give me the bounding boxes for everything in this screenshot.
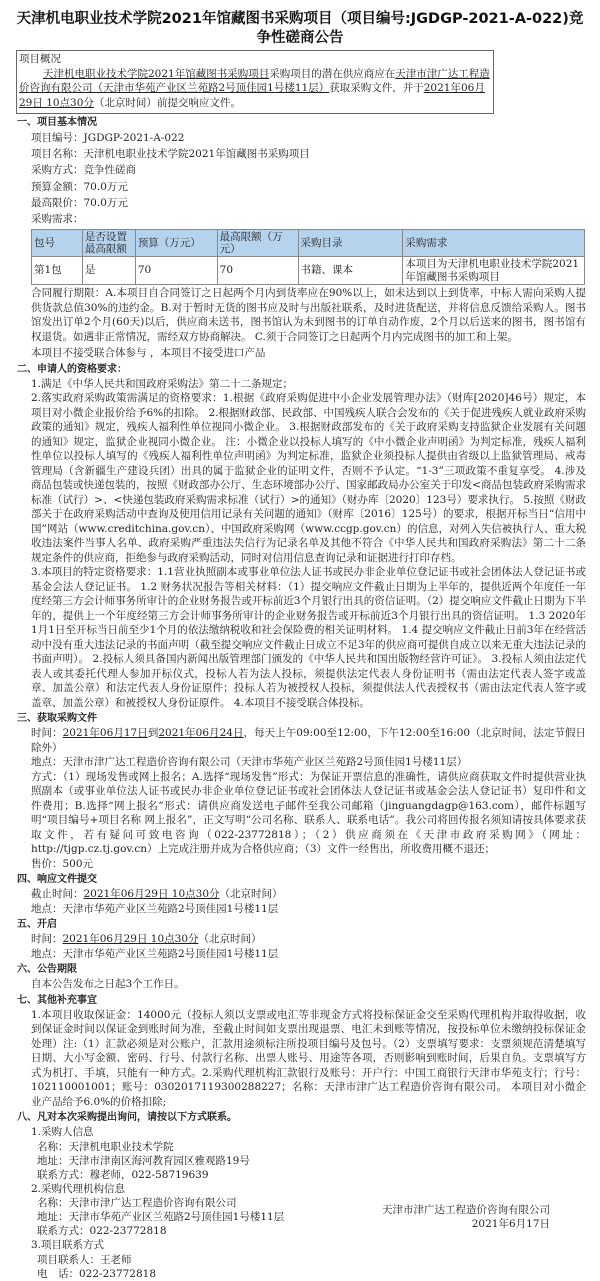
header-catalog: 采购目录	[298, 230, 403, 257]
signature-company: 天津市津广达工程造价咨询有限公司	[382, 1204, 550, 1216]
section-heading-opening: 五、开启	[17, 919, 57, 931]
consortium-note: 本项目不接受联合体参与 ，本项目不接受进口产品	[31, 347, 266, 360]
cell-requirement: 本项目为天津机电职业技术学院2021年馆藏图书采购项目	[403, 257, 585, 285]
section-heading-contact: 八、凡对本次采购提出询问，请按以下方式联系。	[17, 1112, 237, 1124]
purchaser-name: 名称：天津机电职业技术学院	[37, 1140, 174, 1153]
agency-address: 天津市津广达工程造价咨询有限公司（天津市华苑产业区兰苑路2号顶佳园1号楼11层）	[19, 67, 490, 94]
page-title: 天津机电职业技术学院2021年馆藏图书采购项目（项目编号:JGDGP-2021-A-022)竞争性磋商公告	[16, 11, 584, 46]
obtain-location: 地点：天津市津广达工程造价咨询有限公司（天津市华苑产业区兰苑路2号顶佳园1号楼11层）	[31, 756, 468, 769]
purchaser-address: 地址：天津市津南区海河教育园区雅观路19号	[37, 1154, 250, 1167]
section-heading-qualifications: 二、申请人的资格要求：	[17, 363, 127, 375]
procurement-method: 采购方式：竞争性磋商	[31, 164, 136, 177]
header-has-limit: 是否设置最高限额	[82, 230, 135, 257]
qualification-item-1: 1.满足《中华人民共和国政府采购法》第二十二条规定；	[31, 377, 294, 390]
section-heading-supplementary: 七、其他补充事宜	[17, 994, 97, 1006]
purchaser-contact: 联系方式：穆老师，022-58719639	[37, 1168, 209, 1181]
project-contact-person: 项目联系人：王老师	[37, 1253, 132, 1266]
requirements-table	[31, 229, 585, 285]
project-number: 项目编号：JGDGP-2021-A-022	[31, 132, 185, 144]
max-price: 最高限价：70.0万元	[31, 196, 128, 209]
project-contact-label: 3.项目联系方式	[31, 1239, 105, 1252]
header-budget: 预算（万元）	[135, 230, 217, 257]
section-heading-period: 六、公告期限	[17, 964, 77, 976]
cell-package-no: 第1包	[32, 257, 83, 285]
submission-location: 地点：天津市华苑产业区兰苑路2号顶佳园1号楼11层	[31, 902, 279, 915]
section-heading-submission: 四、响应文件提交	[17, 874, 97, 886]
qualification-item-3: 3.本项目的特定资格要求：1.1营业执照副本或事业单位法人证书或民办非企业单位登记证书或社会团体法人登记证书或基金会法人登记证书。 1.2 财务状况报告等相关材料：（1）提交响应文件截止日期为上半年的，提供近两个年度任一年度经第三方会计师事务所审计的企业财务报告或开标前近3个月银行出具的资信证明。（2）提交响应文件截止日期为下半年的，提供上一个年度经第三方会计师事务所审计的企业财务报告或开标前近3个月银行出具的资信证明。 1.3 2020年1月1日至开标当日前至少1个月的依法缴纳税收和社会保险费的相关证明材料。 1.4 提交响应文件截止日前3年在经营活动中没有重大违法记录的书面声明（截至提交响应文件截止日成立不足3年的供应商可提供自成立以来无重大违法记录的书面声明）。 2.投标人须具备国内新闻出版管理部门颁发的《中华人民共和国出版物经营许可证》。 3.投标人须由法定代表人或其委托代理人参加开标仪式，投标人若为法人投标，须提供法定代表人身份证明书（需由法定代表人签字或盖章、加盖公章）和法定代表人身份证原件；投标人若为被授权人投标，须提供法人代表授权书（需由法定代表人签字或盖章、加盖公章）和被授权人身份证原件。 4.本项目不接受联合体投标。	[31, 566, 586, 709]
budget-amount: 预算金额：70.0万元	[31, 180, 128, 193]
cell-has-limit: 是	[82, 257, 135, 285]
contract-term: 合同履行期限：A.本项目自合同签订之日起两个月内到货率应在90%以上，如未达到以上到货率，中标人需向采购人提供货款总值30%的违约金。B.对于暂时无货的图书应及时与出版社联系，及时进货配送，并将信息反馈给采购人。图书馆发出订单2个月(60天)以后，供应商未送书，图书馆认为未到图书的订单自动作废，2个月以后送来的图书，图书馆有权退货。如遇非正常情况，需经双方协商解决。 C.须于合同签订之日起两个月内完成图书的加工和上架。	[31, 287, 586, 343]
section-submission	[0, 887, 600, 916]
opening-time: 时间：2021年06月29日 10点30分（北京时间）	[31, 933, 262, 946]
deadline-time: 2021年06月29日 10点30分	[19, 82, 485, 109]
end-date: 2021年06月24日	[158, 727, 244, 740]
cell-max-limit: 70	[217, 257, 298, 285]
submission-deadline: 截止时间：2021年06月29日 10点30分（北京时间）	[31, 888, 283, 901]
document-price: 售价：500元	[31, 857, 94, 870]
project-overview-box	[16, 50, 494, 114]
agency-address: 地址：天津市华苑产业区兰苑路2号顶佳园1号楼11层	[37, 1211, 285, 1224]
opening-location: 地点：天津市华苑产业区兰苑路2号顶佳园1号楼11层	[31, 947, 279, 960]
agency-name: 名称：天津市津广达工程造价咨询有限公司	[37, 1197, 237, 1210]
supplementary-text: 1.本项目收取保证金：14000元（投标人须以支票或电汇等非现金方式将投标保证金交至采购代理机构并取得收据，收到保证金时间以保证金到账时间为准，至截止时间如支票出现退票、电汇未到账等情况，按投标单位未缴纳投标保证金处理）注:（1）汇款必须是对公账户，汇款用途须标注所投项目编号及包号。（2）支票填写要求：支票须规范清楚填写日期、大小写金额、密码、行号、付款行名称、出票人账号、用途等各项，否则影响到账时间，后果自负。支票填写方式为机打、手填，只能有一种方式。2.采购代理机构汇款银行及账号：开户行：中国工商银行天津市华苑支行；行号：102110001001；账号：0302017119300288227；名称：天津市津广达工程造价咨询有限公司。 本项目对小微企业产品给予6.0%的价格扣除;	[31, 1008, 586, 1108]
overview-text: 天津机电职业技术学院2021年馆藏图书采购项目采购项目的潜在供应商应在天津市津广达工程造价咨询有限公司（天津市华苑产业区兰苑路2号顶佳园1号楼11层）获取采购文件，并于2021年06月29日 10点30分（北京时间）前提交响应文件。	[19, 67, 490, 109]
overview-label: 项目概况	[19, 53, 61, 65]
header-package-no: 包号	[32, 230, 83, 257]
period-text: 自本公告发布之日起3个工作日。	[31, 978, 185, 991]
section-qualifications	[0, 377, 600, 711]
purchaser-label: 1.采购人信息	[31, 1126, 94, 1139]
agency-contact: 联系方式：022-23772818	[37, 1225, 167, 1238]
section-basic-info	[0, 130, 600, 227]
section-supplementary	[0, 1008, 600, 1110]
start-date: 2021年06月17日	[62, 727, 148, 740]
signature-block	[382, 1203, 550, 1231]
section-heading-basic-info: 一、项目基本情况	[17, 117, 97, 128]
table-row	[32, 257, 585, 285]
project-contact-phone: 电 话：022-23772818	[37, 1267, 157, 1280]
obtain-time: 时间：2021年06月17日到2021年06月24日，每天上午09:00至12:00，下午12:00至16:00（北京时间，法定节假日除外）	[31, 727, 587, 754]
section-opening	[0, 932, 600, 961]
section-obtain-documents	[0, 726, 600, 871]
signature-date: 2021年6月17日	[471, 1218, 550, 1230]
section-period	[0, 977, 600, 992]
section-heading-obtain-documents: 三、获取采购文件	[17, 713, 97, 725]
header-requirement: 采购需求	[403, 230, 585, 257]
cell-budget: 70	[135, 257, 217, 285]
requirements-label: 采购需求：	[31, 213, 84, 226]
qualification-item-2: 2.落实政府采购政策需满足的资格要求：1.根据《政府采购促进中小企业发展管理办法》（财库[2020]46号）规定，本项目对小微企业报价给予6%的扣除。 2.根据财政部、民政部、中国残疾人联合会发布的《关于促进残疾人就业政府采购政策的通知》规定，残疾人福利性单位视同小微企业。 3.根据财政部发布的《关于政府采购支持监狱企业发展有关问题的通知》规定，监狱企业视同小微企业。 注：小微企业以投标人填写的《中小微企业声明函》为判定标准，残疾人福利性单位以投标人填写的《残疾人福利性单位声明函》为判定标准，监狱企业须投标人提供由省级以上监狱管理局、戒毒管理局（含新疆生产建设兵团）出具的属于监狱企业的证明文件，否则不予认定。“1-3”三项政策不重复享受。 4.涉及商品包装或快递包装的，按照《财政部办公厅、生态环境部办公厅、国家邮政局办公室关于印发<商品包装政府采购需求标准（试行）>、<快递包装政府采购需求标准（试行）>的通知》（财办库〔2020〕123号）要求执行。 5.按照《财政部关于在政府采购活动中查询及使用信用记录有关问题的通知》（财库〔2016〕125号）的要求，根据开标当日“信用中国”网站（www.creditchina.gov.cn）、中国政府采购网（www.ccgp.gov.cn）的信息，对列入失信被执行人、重大税收违法案件当事人名单、政府采购严重违法失信行为记录名单及其他不符合《中华人民共和国政府采购法》第二十二条规定条件的供应商，拒绝参与政府采购活动，同时对信用信息查询记录和证据进行打印存档。	[31, 392, 587, 564]
table-header-row	[32, 230, 585, 257]
agency-label: 2.采购代理机构信息	[31, 1182, 126, 1195]
obtain-method: 方式：（1）现场发售或网上报名；A.选择“现场发售”形式：为保证开票信息的准确性，请供应商获取文件时提供营业执照副本（或事业单位法人证书或民办非企业单位登记证书或社会团体法人登记证书或基金会法人登记证书）复印件和文件费用；B.选择“网上报名”形式：请供应商发送电子邮件至我公司邮箱（jinguangdagp@163.com），邮件标题写明“项目编号+项目名称 网上报名”，正文写明“公司名称、联系人、联系电话”。我公司将回传报名须知请按具体要求获取文件，若有疑问可致电咨询（022-23772818）；（2）供应商须在《天津市政府采购网》（网址：http://tjgp.cz.tj.gov.cn）上完成注册并成为合格供应商；（3）文件一经售出，所收费用概不退还；	[31, 770, 586, 856]
cell-catalog: 书籍、课本	[298, 257, 403, 285]
project-name-link: 天津机电职业技术学院2021年馆藏图书采购项目	[43, 67, 270, 80]
project-name: 项目名称：天津机电职业技术学院2021年馆藏图书采购项目	[31, 148, 310, 161]
header-max-limit: 最高限额（万元）	[217, 230, 298, 257]
